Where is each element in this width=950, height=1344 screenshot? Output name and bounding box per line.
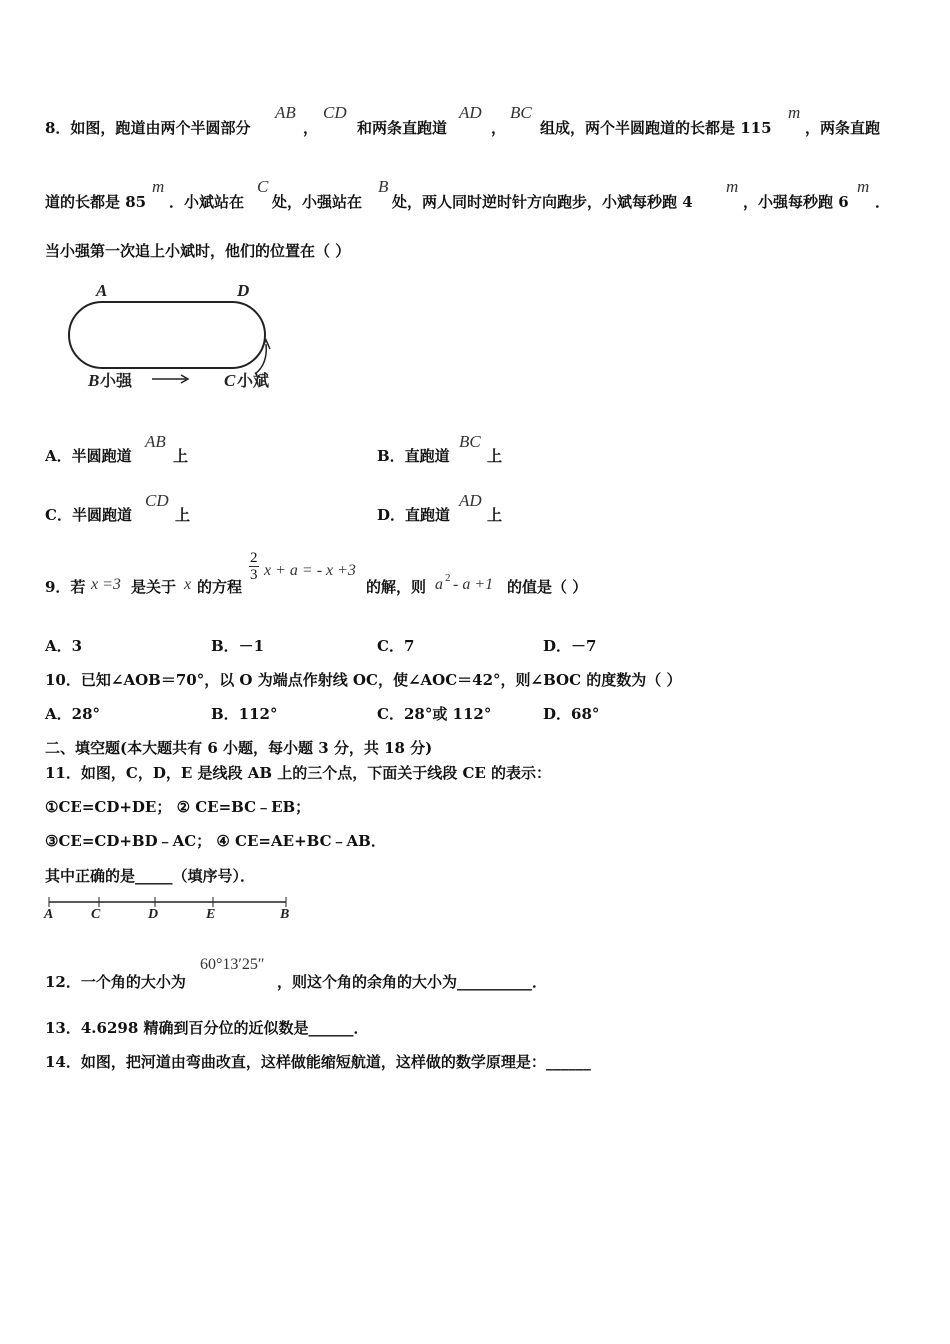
q9-math-exponent: 2 — [445, 572, 451, 584]
q8-l1-text3: 和两条直跑道 — [357, 119, 448, 137]
fraction-numerator: 2 — [250, 550, 258, 566]
q9-fraction — [249, 550, 259, 583]
q8-l2-math-b: B — [378, 177, 389, 196]
point-label-b: B — [280, 907, 290, 922]
q11-line2: ①CE=CD+DE； ② CE=BC﹣EB； — [45, 798, 311, 816]
q8-l1-text5: 组成，两个半圆跑道的长都是 115 — [540, 119, 772, 137]
q8-l2-text1: 道的长都是 85 — [45, 193, 147, 211]
point-label-a: A — [44, 907, 54, 922]
q8-l1-text4: ， — [491, 119, 507, 137]
q11-stem: 11．如图，C，D，E 是线段 AB 上的三个点，下面关于线段 CE 的表示： — [45, 764, 552, 782]
q9-text1: 9．若 — [45, 578, 86, 596]
q8-l2-math-c: C — [257, 177, 269, 196]
q10-stem: 10．已知∠AOB＝70°，以 O 为端点作射线 OC，使∠AOC＝42°，则∠BOC 的度数为（ ） — [45, 671, 682, 689]
section-heading: 二、填空题(本大题共有 6 小题，每小题 3 分，共 18 分) — [45, 739, 433, 757]
q8-l2-text4: 处，两人同时逆时针方向跑步，小斌每秒跑 4 — [392, 193, 693, 211]
option-d-suffix: 上 — [487, 506, 503, 524]
q10-option-c: C．28°或 112° — [377, 705, 492, 723]
fraction-denominator: 3 — [250, 567, 258, 583]
option-a-label: A．半圆跑道 — [45, 447, 132, 465]
track-outline — [69, 302, 265, 368]
option-b-suffix: 上 — [487, 447, 503, 465]
track-figure — [60, 278, 300, 398]
label-b: B — [88, 371, 100, 390]
point-label-c: C — [91, 907, 101, 922]
point-label-d: D — [148, 907, 159, 922]
q8-l1-text1: 8．如图，跑道由两个半圆部分 — [45, 119, 251, 137]
q12-text1: 12．一个角的大小为 — [45, 973, 186, 991]
q8-l2-math-m2: m — [726, 177, 739, 196]
q9-text5: 的值是（ ） — [507, 578, 588, 596]
label-d: D — [237, 281, 250, 300]
q8-l1-math-cd: CD — [323, 103, 347, 122]
q10-option-d: D．68° — [543, 705, 600, 723]
option-a-suffix: 上 — [173, 447, 189, 465]
option-b-math: BC — [459, 432, 481, 451]
q9-math-x3: x =3 — [91, 576, 121, 593]
q13-stem: 13．4.6298 精确到百分位的近似数是______． — [45, 1019, 369, 1037]
option-c-math: CD — [145, 491, 169, 510]
q14-stem: 14．如图，把河道由弯曲改直，这样做能缩短航道，这样做的数学原理是：______ — [45, 1053, 591, 1071]
point-label-e: E — [206, 907, 216, 922]
q8-l1-math-m: m — [788, 103, 801, 122]
q12-angle: 60°13′25″ — [200, 956, 265, 973]
option-d-label: D．直跑道 — [377, 506, 451, 524]
option-d-math: AD — [459, 491, 482, 510]
q8-line3: 当小强第一次追上小斌时，他们的位置在（ ） — [45, 242, 351, 260]
label-c-name: 小斌 — [237, 373, 270, 390]
q9-math-x: x — [184, 576, 192, 593]
q9-math-a: a — [435, 576, 443, 593]
option-c-label: C．半圆跑道 — [45, 506, 132, 524]
q8-l1-text6: ，两条直跑 — [805, 119, 881, 137]
q8-l1-math-ab: AB — [275, 103, 296, 122]
label-b-name: 小强 — [100, 373, 133, 390]
q9-option-d: D．－7 — [543, 637, 597, 655]
segment-figure — [42, 893, 297, 923]
q10-option-a: A．28° — [45, 705, 101, 723]
q8-l2-math-m1: m — [152, 177, 165, 196]
option-c-suffix: 上 — [175, 506, 191, 524]
label-c: C — [224, 371, 236, 390]
q11-line3: ③CE=CD+BD﹣AC； ④ CE=AE+BC﹣AB． — [45, 832, 386, 850]
q8-l2-math-m3: m — [857, 177, 870, 196]
q11-line4: 其中正确的是_____（填序号）． — [45, 867, 256, 885]
q9-math-expr: - a +1 — [453, 576, 494, 593]
q8-l2-text2: ．小斌站在 — [169, 193, 245, 211]
q9-text4: 的解，则 — [366, 578, 427, 596]
q9-option-b: B．－1 — [211, 637, 265, 655]
q9-option-c: C．7 — [377, 637, 415, 655]
q8-l1-text2: ， — [303, 119, 319, 137]
option-b-label: B．直跑道 — [377, 447, 450, 465]
q9-equation: x + a = - x +3 — [264, 562, 356, 579]
q8-l2-text6: ． — [875, 193, 891, 211]
q9-text2: 是关于 — [131, 578, 177, 596]
option-a-math: AB — [145, 432, 166, 451]
q9-option-a: A．3 — [45, 637, 83, 655]
counterclockwise-arrow — [255, 344, 266, 374]
q10-option-b: B．112° — [211, 705, 278, 723]
q8-l2-text3: 处，小强站在 — [272, 193, 363, 211]
q8-l1-math-ad: AD — [459, 103, 482, 122]
q8-l1-math-bc: BC — [510, 103, 532, 122]
q8-l2-text5: ，小强每秒跑 6 — [743, 193, 849, 211]
q12-text2: ，则这个角的余角的大小为__________． — [277, 973, 548, 991]
q9-text3: 的方程 — [197, 578, 243, 596]
label-a: A — [96, 281, 108, 300]
